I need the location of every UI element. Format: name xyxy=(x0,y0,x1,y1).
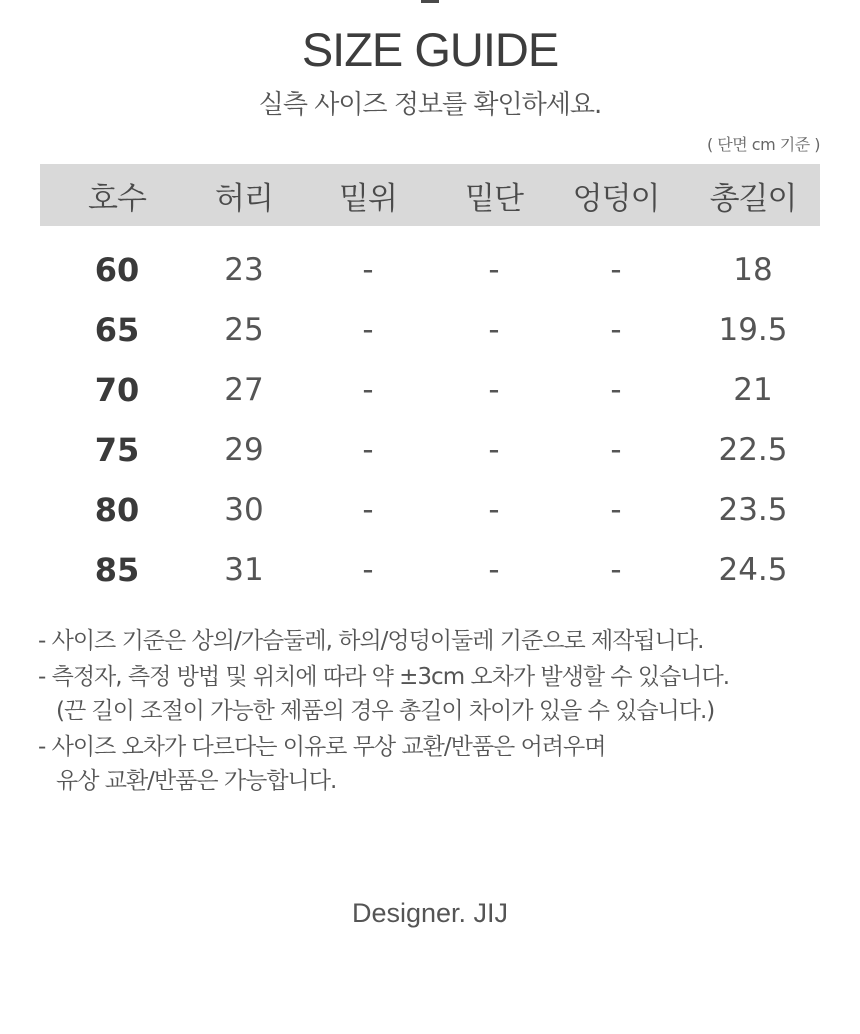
header-hip: 엉덩이 xyxy=(572,180,660,217)
rise-cell: - xyxy=(362,492,374,528)
page-subtitle: 실측 사이즈 정보를 확인하세요. xyxy=(258,90,602,120)
waist-cell: 25 xyxy=(224,312,264,348)
hip-cell: - xyxy=(610,552,622,588)
rise-cell: - xyxy=(362,312,374,348)
hip-cell: - xyxy=(610,252,622,288)
size-cell: 60 xyxy=(94,251,140,289)
table-row xyxy=(40,480,820,540)
hem-cell: - xyxy=(488,492,500,528)
hip-cell: - xyxy=(610,492,622,528)
note-item xyxy=(38,730,838,798)
header-rise: 밑위 xyxy=(339,180,397,217)
waist-cell: 23 xyxy=(224,252,264,288)
unit-note: ( 단면 cm 기준 ) xyxy=(706,135,820,154)
length-cell: 19.5 xyxy=(718,312,788,348)
header-length: 총길이 xyxy=(709,180,797,217)
length-cell: 21 xyxy=(733,372,773,408)
waist-cell: 31 xyxy=(224,552,264,588)
hem-cell: - xyxy=(488,552,500,588)
designer-credit: Designer. JIJ xyxy=(351,898,509,928)
hip-cell: - xyxy=(610,432,622,468)
table-body xyxy=(40,240,820,600)
waist-cell: 30 xyxy=(224,492,264,528)
header-size: 호수 xyxy=(88,180,146,217)
page-title: SIZE GUIDE xyxy=(301,23,559,76)
size-notes xyxy=(38,624,838,800)
length-cell: 23.5 xyxy=(718,492,788,528)
rise-cell: - xyxy=(362,432,374,468)
table-row xyxy=(40,540,820,600)
table-row xyxy=(40,300,820,360)
size-cell: 85 xyxy=(94,551,140,589)
waist-cell: 27 xyxy=(224,372,264,408)
length-cell: 24.5 xyxy=(718,552,788,588)
note-item xyxy=(38,624,838,658)
note-line: - 측정자, 측정 방법 및 위치에 따라 약 ±3cm 오차가 발생할 수 있습니다. xyxy=(38,664,730,690)
size-cell: 75 xyxy=(94,431,140,469)
hip-cell: - xyxy=(610,312,622,348)
length-cell: 18 xyxy=(733,252,773,288)
hip-cell: - xyxy=(610,372,622,408)
note-line-continued: 유상 교환/반품은 가능합니다. xyxy=(56,768,337,794)
header-waist: 허리 xyxy=(215,180,273,217)
note-line: - 사이즈 기준은 상의/가슴둘레, 하의/엉덩이둘레 기준으로 제작됩니다. xyxy=(38,628,704,654)
length-cell: 22.5 xyxy=(718,432,788,468)
hem-cell: - xyxy=(488,432,500,468)
table-row xyxy=(40,240,820,300)
note-item xyxy=(38,660,838,728)
size-cell: 70 xyxy=(94,371,140,409)
hem-cell: - xyxy=(488,252,500,288)
hem-cell: - xyxy=(488,312,500,348)
size-cell: 65 xyxy=(94,311,140,349)
size-table xyxy=(40,164,820,600)
rise-cell: - xyxy=(362,252,374,288)
table-header-row xyxy=(40,164,820,226)
note-line-continued: (끈 길이 조절이 가능한 제품의 경우 총길이 차이가 있을 수 있습니다.) xyxy=(56,698,715,724)
rise-cell: - xyxy=(362,552,374,588)
hem-cell: - xyxy=(488,372,500,408)
note-line: - 사이즈 오차가 다르다는 이유로 무상 교환/반품은 어려우며 xyxy=(38,734,606,760)
size-cell: 80 xyxy=(94,491,140,529)
waist-cell: 29 xyxy=(224,432,264,468)
table-row xyxy=(40,420,820,480)
top-divider xyxy=(421,0,439,3)
table-row xyxy=(40,360,820,420)
header-hem: 밑단 xyxy=(465,180,523,217)
rise-cell: - xyxy=(362,372,374,408)
